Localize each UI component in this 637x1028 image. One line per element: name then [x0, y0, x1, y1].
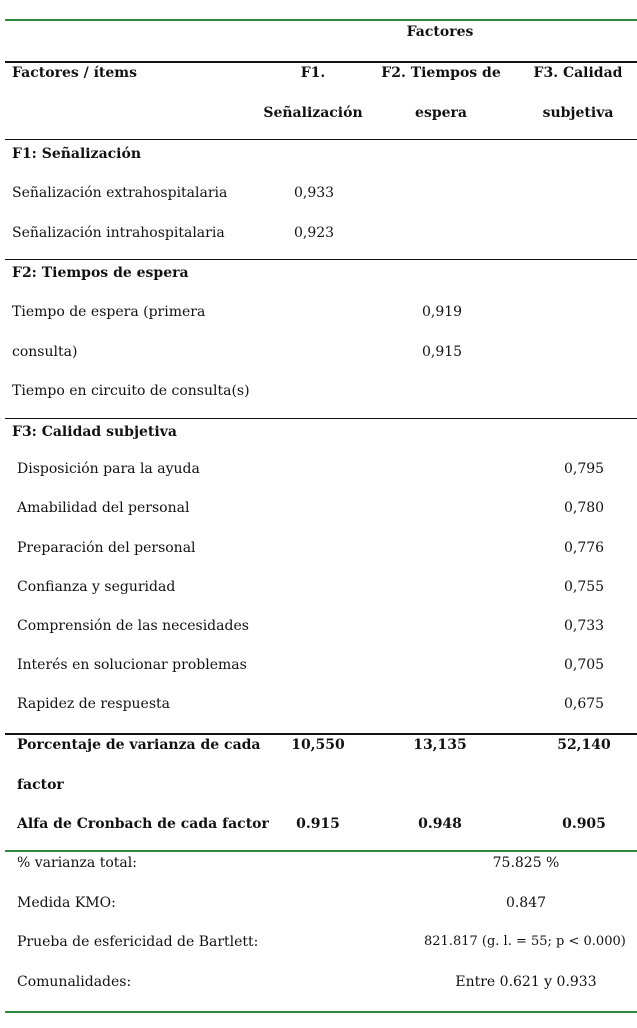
item-label: Comprensión de las necesidades — [17, 618, 249, 634]
stat-value: Entre 0.621 y 0.933 — [455, 974, 597, 990]
col-header-f3-line2: subjetiva — [542, 105, 614, 121]
item-label: Confianza y seguridad — [17, 579, 176, 595]
section-title-f3: F3: Calidad subjetiva — [12, 424, 177, 440]
variance-f2: 13,135 — [413, 737, 467, 753]
summary-bottom-rule — [5, 850, 637, 852]
alpha-f3: 0.905 — [562, 816, 606, 832]
loading-value: 0,755 — [564, 579, 605, 595]
f2-bottom-rule — [5, 418, 637, 419]
item-label: Señalización intrahospitalaria — [12, 225, 225, 241]
f3-bottom-rule — [5, 733, 637, 735]
header-bottom-rule — [5, 139, 637, 140]
loading-value: 0,915 — [422, 344, 463, 360]
col-header-f1-line1: F1. — [300, 65, 326, 81]
header-rule — [5, 61, 637, 63]
col-header-f1-line2: Señalización — [263, 105, 363, 121]
stat-label: % varianza total: — [17, 855, 137, 871]
variance-f3: 52,140 — [557, 737, 611, 753]
loading-value: 0,923 — [294, 225, 335, 241]
item-label: Disposición para la ayuda — [17, 461, 200, 477]
item-label: Interés en solucionar problemas — [17, 657, 247, 673]
loading-value: 0,919 — [422, 304, 463, 320]
stat-value: 0.847 — [505, 895, 547, 911]
loading-value: 0,733 — [564, 618, 605, 634]
loading-value: 0,933 — [294, 185, 335, 201]
loading-value: 0,776 — [564, 540, 605, 556]
section-title-f1: F1: Señalización — [12, 146, 142, 162]
stat-value: 75.825 % — [492, 855, 560, 871]
col-header-f2-line2: espera — [415, 105, 467, 121]
col-header-f3-line1: F3. Calidad — [533, 65, 623, 81]
top-rule — [5, 19, 637, 21]
variance-label-line2: factor — [17, 777, 64, 793]
loading-value: 0,795 — [564, 461, 605, 477]
stat-label: Prueba de esfericidad de Bartlett: — [17, 934, 259, 950]
variance-f1: 10,550 — [291, 737, 345, 753]
stat-value: 821.817 (g. l. = 55; p < 0.000) — [424, 934, 626, 949]
item-label: Tiempo en circuito de consulta(s) — [12, 383, 250, 399]
f1-bottom-rule — [5, 259, 637, 260]
stat-label: Medida KMO: — [17, 895, 116, 911]
item-label: Tiempo de espera (primera — [12, 304, 206, 320]
alpha-f1: 0.915 — [296, 816, 340, 832]
group-title: Factores — [406, 24, 474, 40]
loading-value: 0,780 — [564, 500, 605, 516]
table-bottom-rule — [5, 1011, 637, 1013]
alpha-f2: 0.948 — [418, 816, 462, 832]
stat-label: Comunalidades: — [17, 974, 132, 990]
col-header-f2-line1: F2. Tiempos de — [381, 65, 501, 81]
variance-label-line1: Porcentaje de varianza de cada — [17, 737, 261, 753]
item-label: Señalización extrahospitalaria — [12, 185, 228, 201]
section-title-f2: F2: Tiempos de espera — [12, 265, 189, 281]
loading-value: 0,675 — [564, 696, 605, 712]
item-label: Preparación del personal — [17, 540, 196, 556]
item-label: Amabilidad del personal — [17, 500, 190, 516]
item-label: Rapidez de respuesta — [17, 696, 171, 712]
col-header-items: Factores / ítems — [12, 65, 137, 81]
item-label: consulta) — [12, 344, 78, 360]
loading-value: 0,705 — [564, 657, 605, 673]
alpha-label: Alfa de Cronbach de cada factor — [17, 816, 269, 832]
